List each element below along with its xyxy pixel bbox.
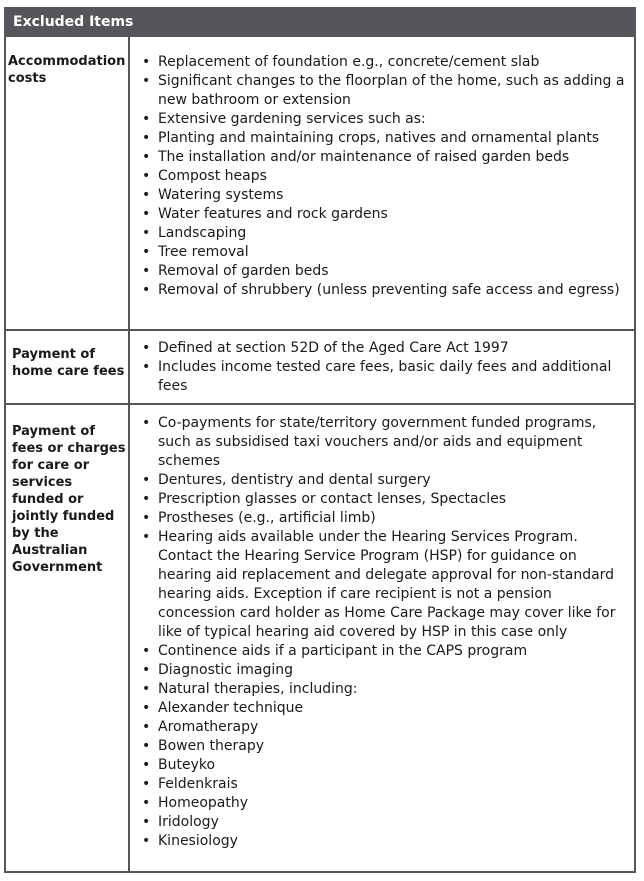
list-item: • Aromatherapy — [130, 718, 634, 737]
list-item: • Feldenkrais — [130, 775, 634, 794]
list-item: • Continence aids if a participant in the CAPS program — [130, 642, 634, 661]
list-item: • Landscaping — [130, 224, 634, 243]
list-item: • Significant changes to the floorplan of the home, such as adding a new bathroom or extension — [130, 72, 634, 110]
row-body — [130, 331, 634, 403]
list-item: • Buteyko — [130, 756, 634, 775]
row-label — [6, 37, 130, 329]
list-item: • Includes income tested care fees, basic daily fees and additional fees — [130, 358, 634, 396]
table-row-home-care-fees — [6, 329, 634, 403]
list-item: • Natural therapies, including: — [130, 680, 634, 699]
table-row-government-funded — [6, 403, 634, 873]
list-item: • The installation and/or maintenance of raised garden beds — [130, 148, 634, 167]
list-item: • Removal of garden beds — [130, 262, 634, 281]
list-item: • Water features and rock gardens — [130, 205, 634, 224]
list-item: • Defined at section 52D of the Aged Care Act 1997 — [130, 339, 634, 358]
list-item: • Diagnostic imaging — [130, 661, 634, 680]
list-item: • Co-payments for state/territory government funded programs, such as subsidised taxi vouchers and/or aids and equipment schemes — [130, 414, 634, 471]
excluded-items-table — [4, 7, 636, 873]
row-label — [6, 331, 130, 403]
list-item: • Dentures, dentistry and dental surgery — [130, 471, 634, 490]
list-item: • Hearing aids available under the Hearing Services Program. Contact the Hearing Service Program (HSP) for guidance on hearing aid replacement and delegate approval for non-standard hearing aids. Exception if care recipient is not a pension concession card holder as Home Care Package may cover like for like of typical hearing aid covered by HSP in this case only — [130, 528, 634, 642]
list-item: • Kinesiology — [130, 832, 634, 851]
list-item: • Prostheses (e.g., artificial limb) — [130, 509, 634, 528]
list-item: • Planting and maintaining crops, natives and ornamental plants — [130, 129, 634, 148]
row-label — [6, 405, 130, 873]
list-item: • Removal of shrubbery (unless preventing safe access and egress) — [130, 281, 634, 300]
list-item: • Tree removal — [130, 243, 634, 262]
list-item: • Bowen therapy — [130, 737, 634, 756]
bullet-list — [130, 405, 634, 851]
table-row-accommodation-costs — [6, 35, 634, 329]
list-item: • Homeopathy — [130, 794, 634, 813]
list-item: • Replacement of foundation e.g., concrete/cement slab — [130, 53, 634, 72]
row-label-text: Accommodation costs — [8, 54, 126, 86]
list-item: • Extensive gardening services such as: — [130, 110, 634, 129]
table-header: Excluded Items — [6, 9, 634, 35]
list-item: • Iridology — [130, 813, 634, 832]
row-label-text: Payment of home care fees — [12, 347, 125, 379]
list-item: • Watering systems — [130, 186, 634, 205]
bullet-list — [130, 331, 634, 396]
list-item: • Prescription glasses or contact lenses, Spectacles — [130, 490, 634, 509]
row-body — [130, 405, 634, 873]
row-label-text: Payment of fees or charges for care or services funded or jointly funded by the Australian Government — [12, 424, 126, 575]
list-item: • Alexander technique — [130, 699, 634, 718]
row-body — [130, 37, 634, 329]
bullet-list — [130, 37, 634, 300]
list-item: • Compost heaps — [130, 167, 634, 186]
